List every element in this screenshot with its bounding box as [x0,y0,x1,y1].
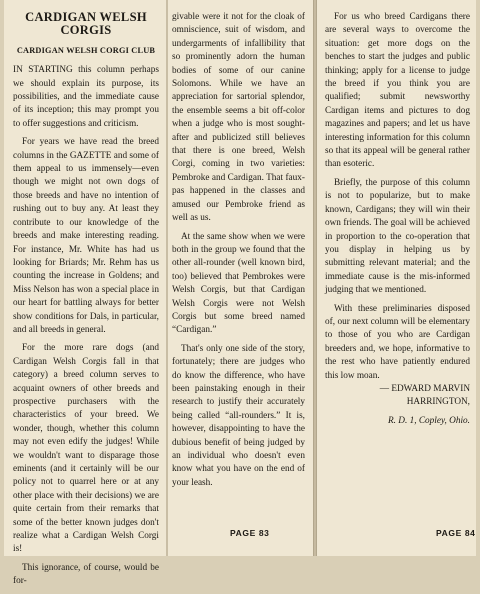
paragraph: With these preliminaries disposed of, our next column will be elementary to those of you who are Cardigan breeders and, we hope, informative to the rest who have patiently endured this low moan. [325,303,470,381]
author-address: R. D. 1, Copley, Ohio. [388,415,470,426]
paragraph: For us who breed Cardigans there are several ways to overcome the situation: get more dogs on the benches to start the judges and public thinking; apply for a license to judge the breed if you think you are qualified; submit newsworthy Cardigan items and pictures to dog magazines and papers; and let us have interesting information for this column so that its appeal will be general rather than esoteric. [325,12,470,170]
paragraph: IN STARTING this column perhaps we should explain its purpose, its possibilities, and the immediate cause of its inception; this may prompt you to offer suggestions and criticism. [13,65,159,129]
right-column [325,11,470,433]
paragraph: For years we have read the breed columns in the GAZETTE and some of them appeal to us immensely—even though we might not own dogs of those breeds and have no intention of rushing out to buy any. At least they contribute to our knowledge of the breeds and make interesting reading. For instance, Mr. White has had us looking for Briards; Mr. Rehm has us counting the increase in Goldens; and Miss Nelson has won a special place in our heart for battling always for better show conditions for Dals, in particular, and all breeds in general. [13,137,159,335]
paragraph: This ignorance, of course, would be for- [13,562,159,587]
author-name: EDWARD MARVIN HARRINGTON, [391,383,470,408]
paragraph: At the same show when we were both in the group we found that the other all-rounder (well known bird, too) believed that Pembrokes were Welsh Corgis, but that Cardigan Welsh Corgis were not Welsh Corgis but some breed named “Cardigan.” [172,231,305,336]
paragraph: For the more rare dogs (and Cardigan Welsh Corgis fall in that category) a breed column serves to acquaint owners of other breeds and prospective purchasers with the characteristics of your breed. We wonder, though, whether this column may not even edify the judges! While we wouldn't want to disparage those eminents (and it certainly will be our policy not to quarrel here or at any other place with their decisions) we are quite certain from their remarks that some of the better known judges don't realize what a Cardigan Welsh Corgi is! [13,343,159,555]
column-divider [166,0,168,556]
column-title: CARDIGAN WELSH CORGIS [25,10,147,38]
paragraph: Briefly, the purpose of this column is not to popularize, but to make known, Cardigans; they will win their own friends. The goal will be achieved in proportion to the co-operation that you display in helping us by submitting relevant material; and the immediate cause is the mis-informed judging that we mentioned. [325,177,470,296]
left-page [4,0,313,587]
paragraph: givable were it not for the cloak of omniscience, suit of wisdom, and undergarments of infallibility that so prominently adorn the human bodies of some of our canine Solomons. While we have an appreciation for sartorial splendor, the ensemble seems a bit off-color when a judge who is most sought-after and publicized still believes that there is one breed, Welsh Corgi, coming in two varieties: Pembroke and Cardigan. That faux-pas happened in the classes and amused our Pembroke friend as well as us. [172,12,305,224]
right-page [317,0,476,556]
left-column-2 [172,11,305,495]
paragraph: That's only one side of the story, fortunately; there are judges who do know the difference, who have been painstaking enough in their research to justify their accurately being called “all-rounders.” It is, however, disappointing to have the dubious benefit of being judged by an individual who doesn't even know what you have on the end of your leash. [172,343,305,488]
page-number-right: PAGE 84 [436,528,476,538]
signature: — EDWARD MARVIN HARRINGTON, [379,383,470,408]
left-column-1 [13,11,159,594]
page-number-left: PAGE 83 [230,528,270,538]
column-subtitle: CARDIGAN WELSH CORGI CLUB [16,45,156,55]
